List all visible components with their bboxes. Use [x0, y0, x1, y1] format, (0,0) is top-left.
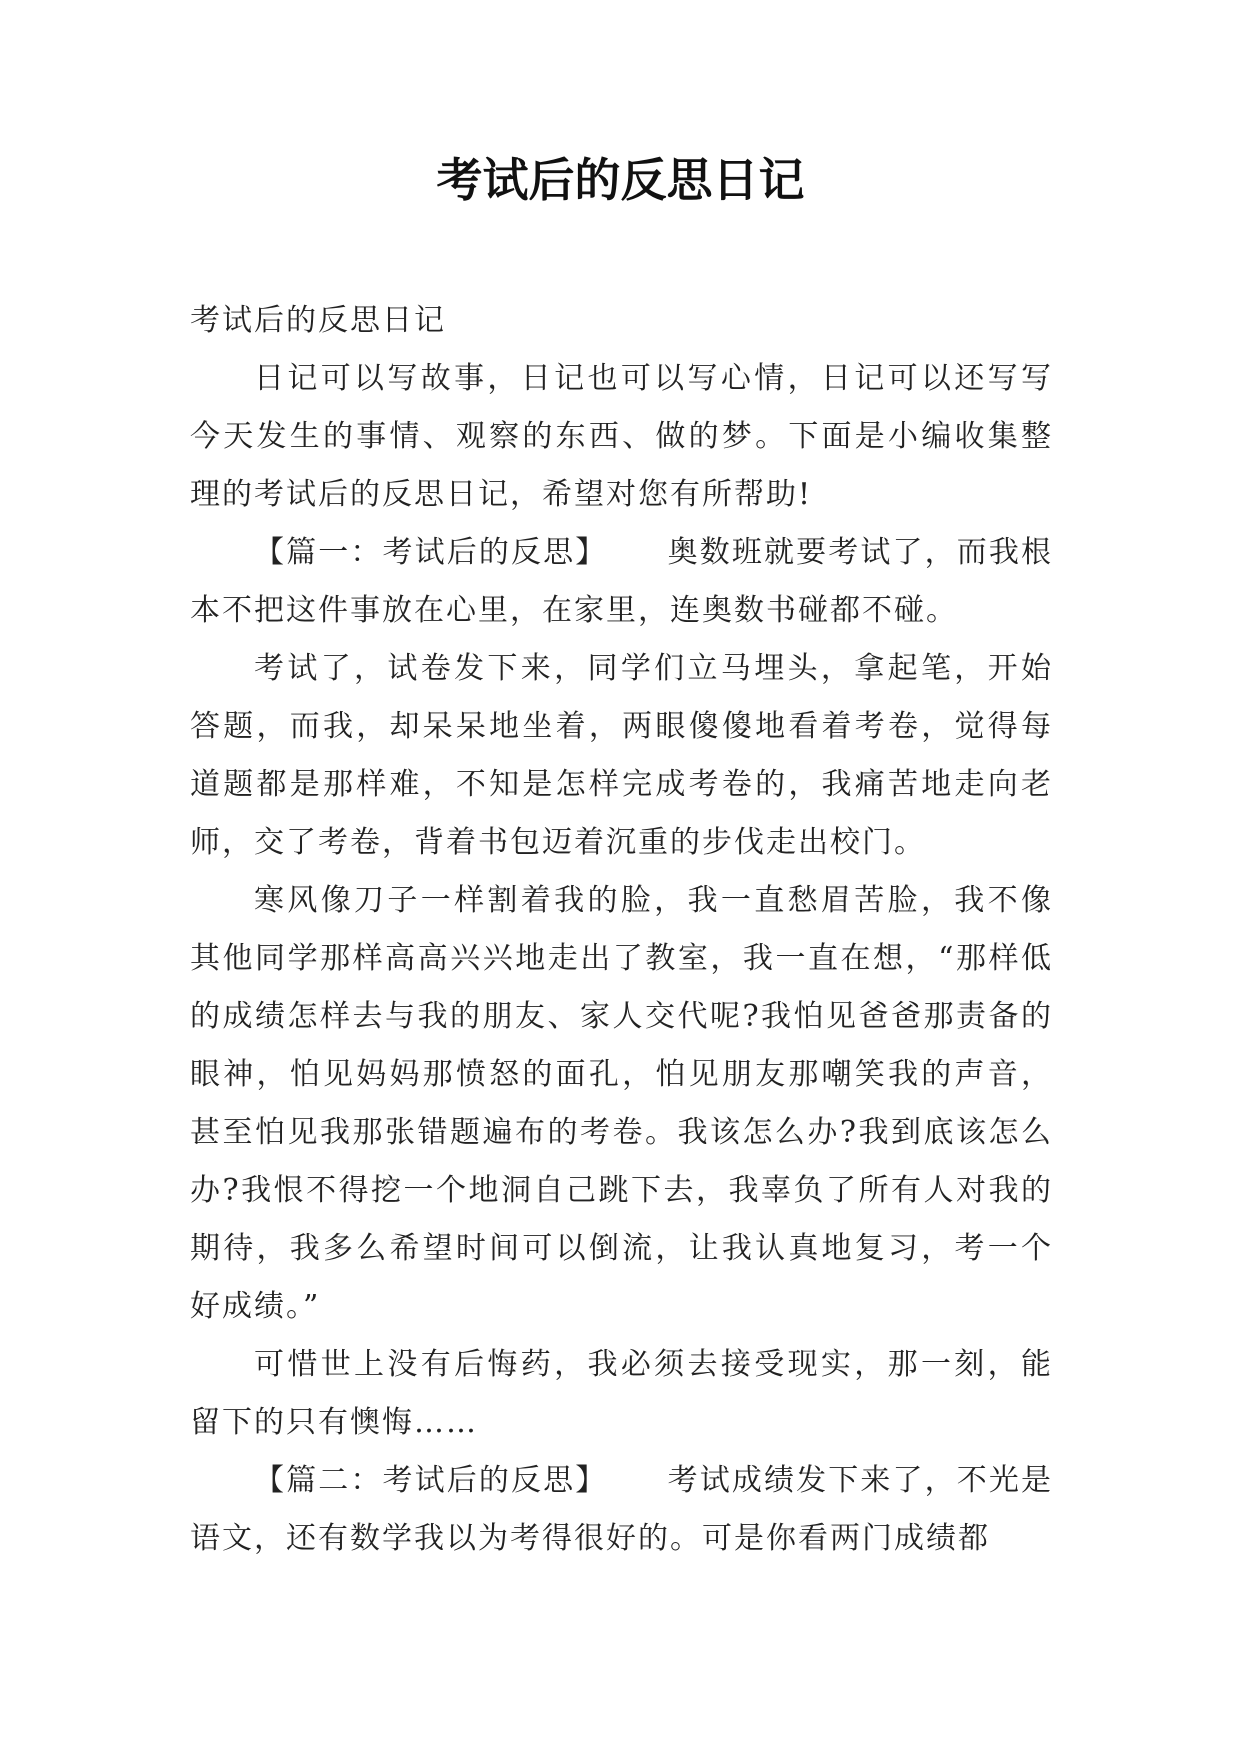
paragraph-intro: 日记可以写故事，日记也可以写心情，日记可以还写写今天发生的事情、观察的东西、做的梦。下面是小编收集整理的考试后的反思日记，希望对您有所帮助!	[190, 361, 1053, 512]
document-title: 考试后的反思日记	[436, 153, 805, 207]
paragraph-part-one-text: 奥数班就要考试了，而我根本不把这件事放在心里，在家里，连奥数书碰都不碰。	[190, 535, 1054, 628]
section-heading-part-one: 【篇一：考试后的反思】	[254, 535, 608, 570]
paragraph-subtitle: 考试后的反思日记	[190, 303, 446, 338]
paragraph-wind: 寒风像刀子一样割着我的脸，我一直愁眉苦脸，我不像其他同学那样高高兴兴地走出了教室，我一直在想，“那样低的成绩怎样去与我的朋友、家人交代呢?我怕见爸爸那责备的眼神，怕见妈妈那愤怒的面孔，怕见朋友那嘲笑我的声音，甚至怕见我那张错题遍布的考卷。我该怎么办?我到底该怎么办?我恨不得挖一个地洞自己跳下去，我辜负了所有人对我的期待，我多么希望时间可以倒流，让我认真地复习，考一个好成绩。”	[190, 883, 1053, 1324]
paragraph-part-two-start	[190, 1452, 1053, 1568]
section-heading-part-two: 【篇二：考试后的反思】	[254, 1463, 608, 1498]
paragraph-part-one-start	[190, 524, 1053, 640]
paragraph-regret: 可惜世上没有后悔药，我必须去接受现实，那一刻，能留下的只有懊悔……	[190, 1347, 1053, 1440]
document-body	[190, 292, 1053, 1568]
paragraph-exam: 考试了，试卷发下来，同学们立马埋头，拿起笔，开始答题，而我，却呆呆地坐着，两眼傻傻地看着考卷，觉得每道题都是那样难，不知是怎样完成考卷的，我痛苦地走向老师，交了考卷，背着书包迈着沉重的步伐走出校门。	[190, 651, 1053, 860]
paragraph-part-two-text: 考试成绩发下来了，不光是语文，还有数学我以为考得很好的。可是你看两门成绩都	[190, 1463, 1054, 1556]
